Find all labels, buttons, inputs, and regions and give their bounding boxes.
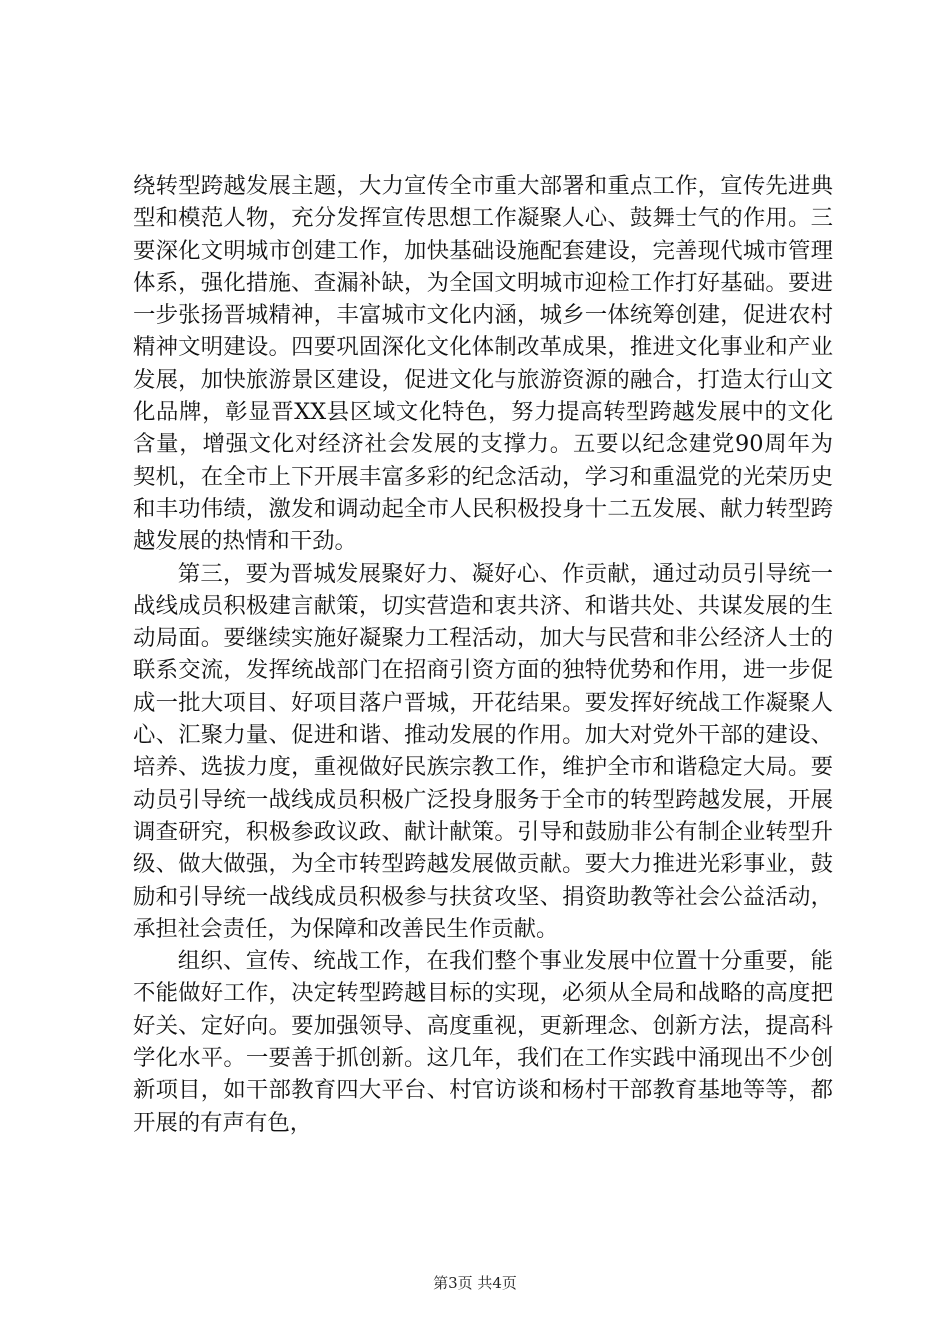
page-footer: 第3页 共4页	[433, 1274, 517, 1292]
paragraph-3: 组织、宣传、统战工作，在我们整个事业发展中位置十分重要，能不能做好工作，决定转型跨越目标的实现，必须从全局和战略的高度把好关、定好向。要加强领导、高度重视，更新理念、创新方法，提高科学化水平。一要善于抓创新。这几年，我们在工作实践中涌现出不少创新项目，如干部教育四大平台、村官访谈和杨村干部教育基地等等，都开展的有声有色，	[133, 948, 833, 1136]
document-body	[133, 170, 833, 1139]
paragraph-1: 绕转型跨越发展主题，大力宣传全市重大部署和重点工作，宣传先进典型和模范人物，充分发挥宣传思想工作凝聚人心、鼓舞士气的作用。三要深化文明城市创建工作，加快基础设施配套建设，完善现代城市管理体系，强化措施、查漏补缺，为全国文明城市迎检工作打好基础。要进一步张扬晋城精神，丰富城市文化内涵，城乡一体统筹创建，促进农村精神文明建设。四要巩固深化文化体制改革成果，推进文化事业和产业发展，加快旅游景区建设，促进文化与旅游资源的融合，打造太行山文化品牌，彰显晋XX县区域文化特色，努力提高转型跨越发展中的文化含量，增强文化对经济社会发展的支撑力。五要以纪念建党90周年为契机，在全市上下开展丰富多彩的纪念活动，学习和重温党的光荣历史和丰功伟绩，激发和调动起全市人民积极投身十二五发展、献力转型跨越发展的热情和干劲。	[133, 173, 833, 555]
paragraph-2: 第三，要为晋城发展聚好力、凝好心、作贡献，通过动员引导统一战线成员积极建言献策，切实营造和衷共济、和谐共处、共谋发展的生动局面。要继续实施好凝聚力工程活动，加大与民营和非公经济人士的联系交流，发挥统战部门在招商引资方面的独特优势和作用，进一步促成一批大项目、好项目落户晋城，开花结果。要发挥好统战工作凝聚人心、汇聚力量、促进和谐、推动发展的作用。加大对党外干部的建设、培养、选拔力度，重视做好民族宗教工作，维护全市和谐稳定大局。要动员引导统一战线成员积极广泛投身服务于全市的转型跨越发展，开展调查研究，积极参政议政、献计献策。引导和鼓励非公有制企业转型升级、做大做强，为全市转型跨越发展做贡献。要大力推进光彩事业，鼓励和引导统一战线成员积极参与扶贫攻坚、捐资助教等社会公益活动，承担社会责任，为保障和改善民生作贡献。	[133, 560, 833, 942]
